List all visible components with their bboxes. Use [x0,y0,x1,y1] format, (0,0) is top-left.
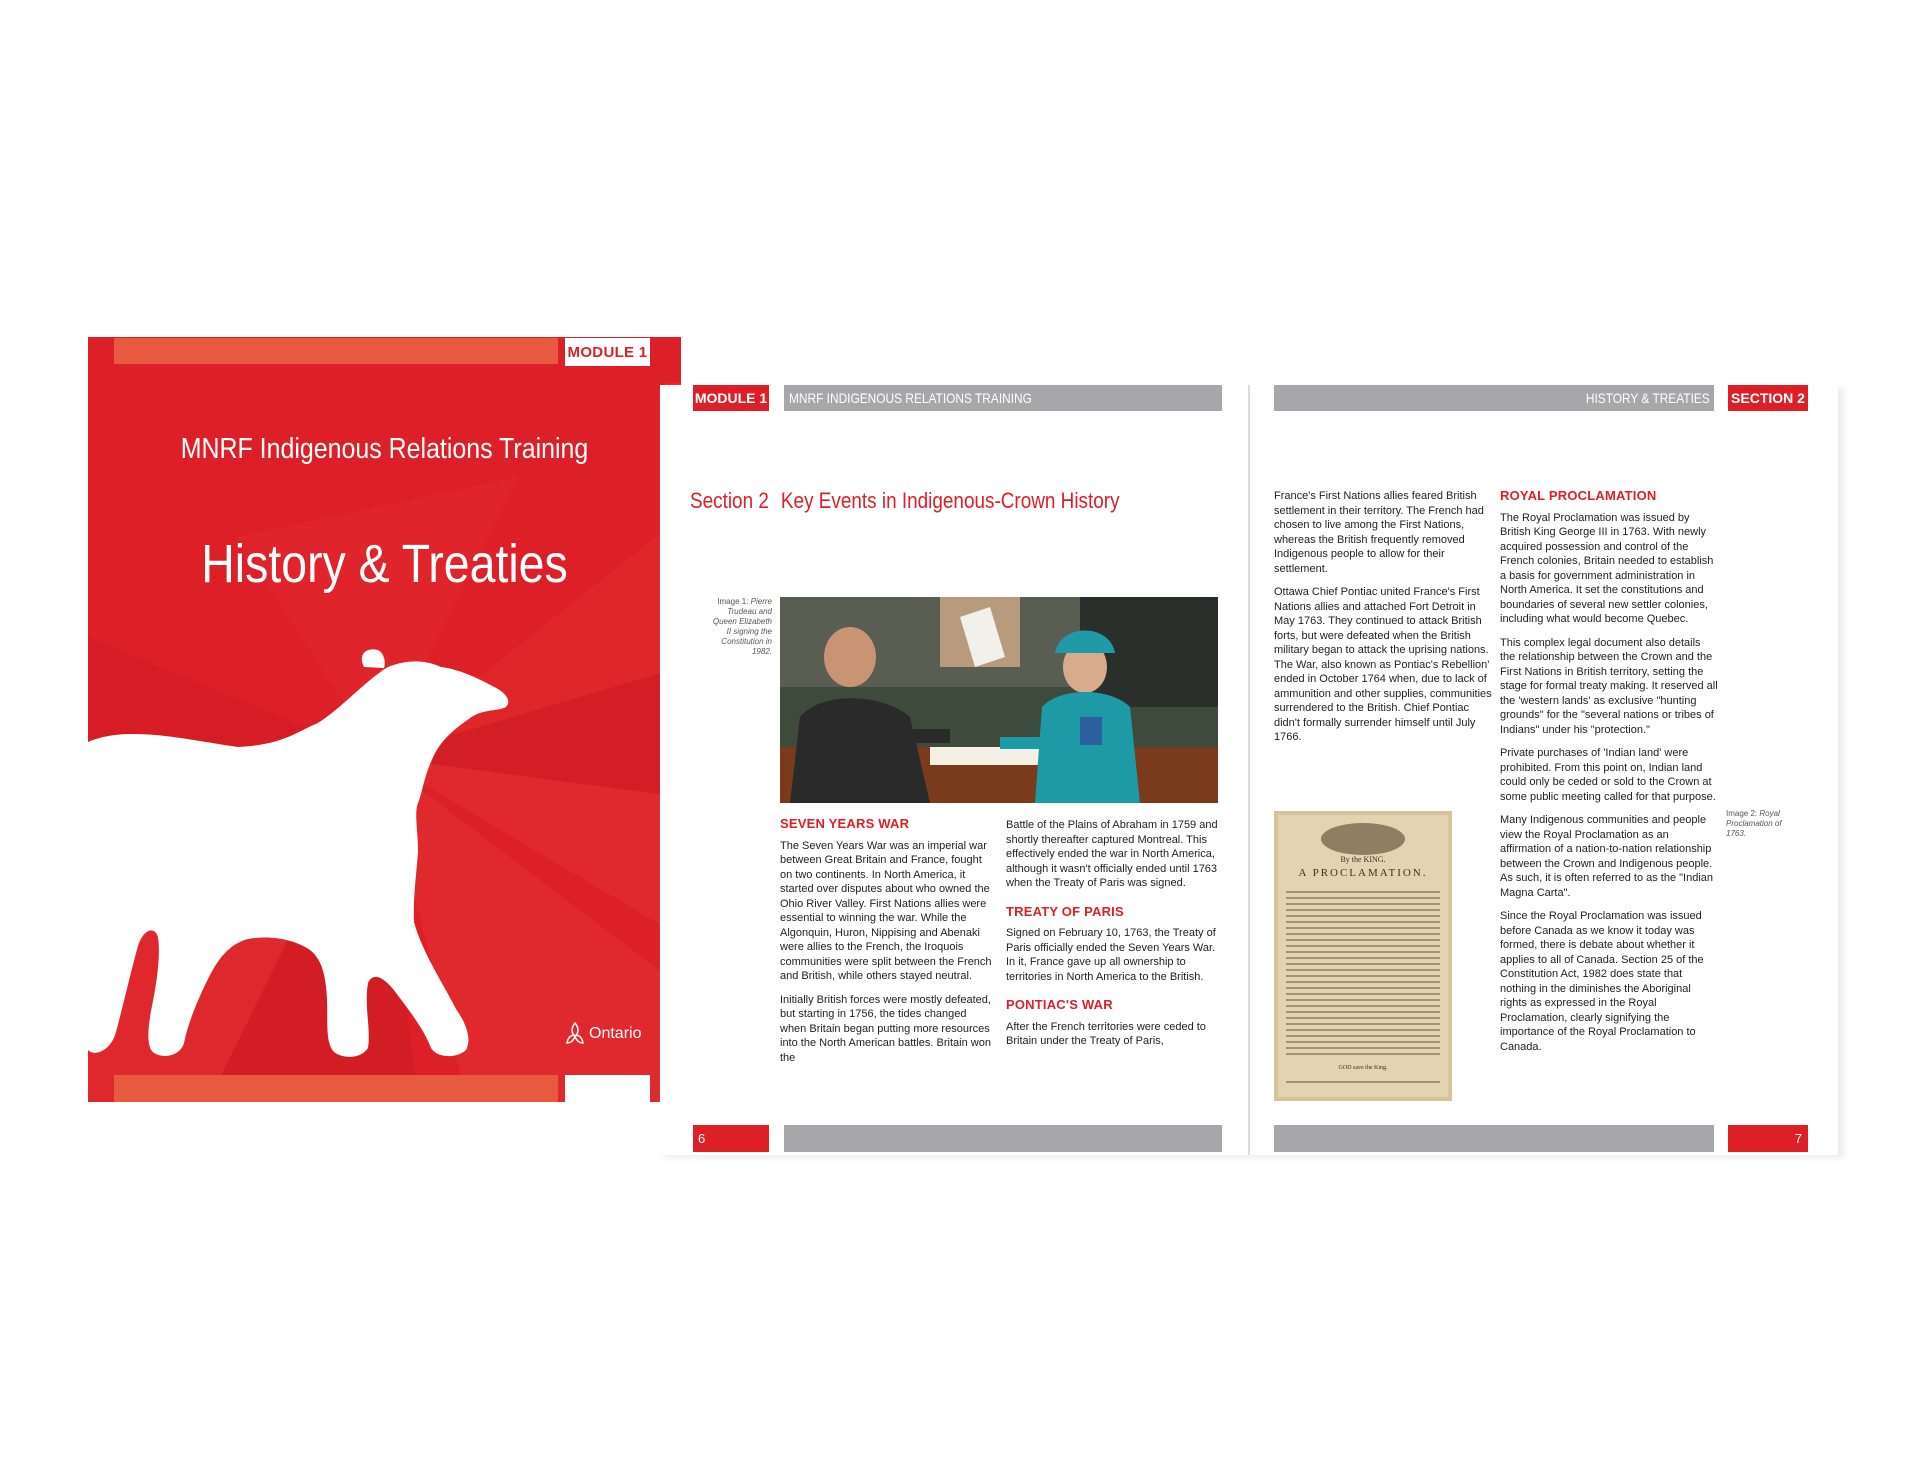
constitution-signing-illustration [780,597,1218,803]
open-book-spread [660,385,1838,1155]
cover-bottom-band [114,1075,558,1102]
bear-silhouette-icon [88,607,618,1062]
section-number: Section 2 [690,488,769,513]
heading-royal-proclamation: ROYAL PROCLAMATION [1500,488,1657,503]
image-1-caption-label: Image 1: [717,597,749,606]
heading-treaty-of-paris: TREATY OF PARIS [1006,903,1124,919]
cover-supertitle: MNRF Indigenous Relations Training [180,433,589,465]
constitution-signing-photo [780,597,1218,803]
cover-page [88,337,681,1102]
right-page-number: 7 [1728,1125,1808,1152]
royal-proclamation-image [1274,811,1452,1101]
heading-pontiacs-war: PONTIAC'S WAR [1006,997,1113,1012]
cover-module-tag: MODULE 1 [565,338,650,366]
paragraph: The Royal Proclamation was issued by British King George III in 1763. With newly acquired possession and control of the French colonies, Britain needed to establish a basis for government administration in North America. It set the constitutions and boundaries of several new settler colonies, including what would become Quebec. [1500,511,1714,625]
left-column-2 [1006,818,1220,1058]
section-title: Key Events in Indigenous-Crown History [780,488,1120,513]
book-spine [1248,385,1250,1155]
proclamation-title: A PROCLAMATION. [1298,867,1428,879]
ontario-logo-text: Ontario [589,1025,642,1042]
section-heading [690,488,1120,514]
image-2-caption-label: Image 2: [1726,809,1758,818]
image-2-caption [1726,809,1786,839]
paragraph: Battle of the Plains of Abraham in 1759 and shortly thereafter captured Montreal. This effectively ended the war in North America, although it wasn't officially ended until 1763 when the Treaty of Paris was signed. [1006,819,1218,889]
paragraph: Private purchases of 'Indian land' were prohibited. From this point on, Indian land could only be ceded or sold to the Crown at some public meeting called for that purpose. [1500,747,1716,803]
paragraph: Signed on February 10, 1763, the Treaty of Paris officially ended the Seven Years War. In it, France gave up all ownership to territories in North America to the British. [1006,927,1216,983]
heading-seven-years-war: SEVEN YEARS WAR [780,816,910,831]
right-column-1 [1274,489,1492,754]
paragraph: This complex legal document also details the relationship between the Crown and the First Nations in British territory, setting the stage for formal treaty making. It reserved all the 'western lands' as exclusive "hunting grounds" for the "several nations or tribes of Indians" under his "protection." [1500,636,1718,736]
paragraph: Many Indigenous communities and people view the Royal Proclamation as an affirmation of a nation-to-nation relationship between the Crown and Indigenous people. As such, it is often referred to as the "Indian Magna Carta". [1500,814,1714,899]
left-header-bar [784,385,1222,411]
paragraph: After the French territories were ceded to Britain under the Treaty of Paris, [1006,1020,1206,1047]
cover-top-band [114,338,558,364]
cover-title: History & Treaties [201,534,568,594]
left-page-number: 6 [693,1125,769,1152]
left-column-1 [780,817,994,1074]
paragraph: Since the Royal Proclamation was issued before Canada as we know it today was formed, there is debate about whether it applies to all of Canada. Section 25 of the Constitution Act, 1982 does state that nothing in the diminishes the Aboriginal rights as expressed in the Royal Proclamation, clearly signifying the importance of the Royal Proclamation to Canada. [1500,910,1704,1053]
left-footer-bar [784,1125,1222,1152]
right-section-tag: SECTION 2 [1728,385,1808,411]
left-module-tag: MODULE 1 [693,385,769,411]
right-column-2 [1500,489,1718,1063]
image-1-caption-text: Pierre Trudeau and Queen Elizabeth II signing the Constitution in 1982. [712,597,772,656]
trillium-icon [564,1021,586,1047]
ontario-logo [564,1021,641,1047]
proclamation-footer: GOD save the King. [1338,1065,1388,1071]
right-header-bar [1274,385,1714,411]
left-header-text: MNRF INDIGENOUS RELATIONS TRAINING [789,390,1032,406]
paragraph: Ottawa Chief Pontiac united France's First Nations allies and attached Fort Detroit in May 1763. They continued to attack British forts, but were defeated when the British military began to attack the uprising nations. The War, also known as Pontiac's Rebellion' ended in October 1764 when, due to lack of ammunition and other supplies, communities surrendered to the British. Chief Pontiac didn't formally surrender himself until July 1766. [1274,586,1492,743]
proclamation-by-the-king: By the KING. [1340,855,1386,864]
image-2-caption-text: Royal Proclamation of 1763. [1726,809,1782,838]
right-header-text: HISTORY & TREATIES [1586,390,1710,406]
right-footer-bar [1274,1125,1714,1152]
cover-bottom-block [565,1075,650,1102]
paragraph: The Seven Years War was an imperial war between Great Britain and France, fought on two continents. In North America, it started over disputes about who owned the Ohio River Valley. First Nations allies were essential to winning the war. While the Algonquin, Huron, Nippising and Abenaki were allies to the French, the Iroquois communities were split between the French and British, while others stayed neutral. [780,839,992,982]
image-1-caption [708,597,772,657]
paragraph: Initially British forces were mostly defeated, but starting in 1756, the tides changed when Britain began putting more resources into the North American battles. Britain won the [780,993,991,1064]
paragraph: France's First Nations allies feared British settlement in their territory. The French had chosen to live among the First Nations, whereas the British frequently removed Indigenous people to allow for their settlement. [1274,490,1484,575]
